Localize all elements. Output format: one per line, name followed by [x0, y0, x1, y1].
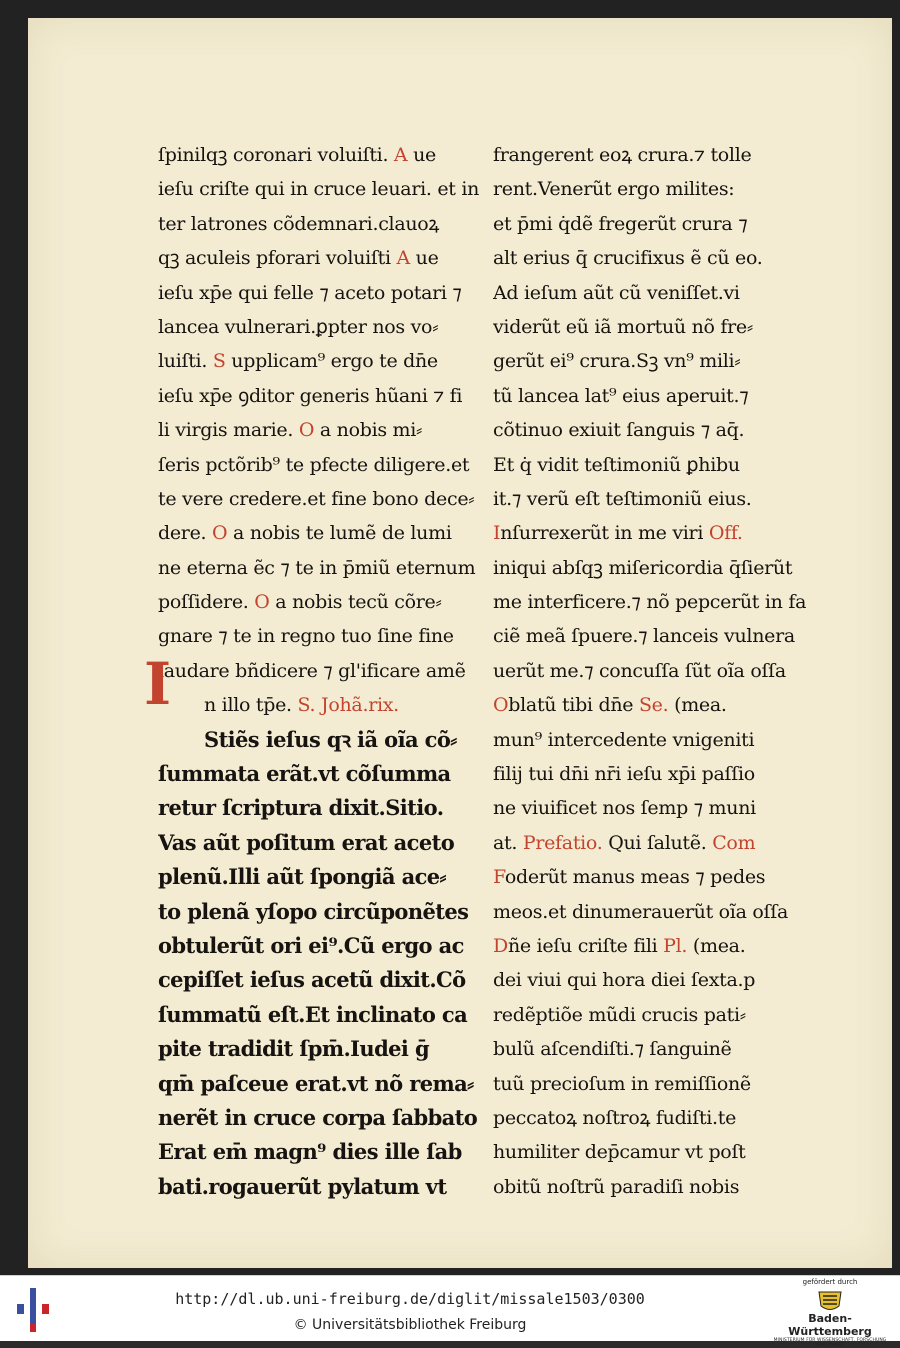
- sponsor-name: Baden-Württemberg: [788, 1312, 872, 1338]
- text-line: [158, 241, 488, 275]
- text-line: [158, 654, 488, 688]
- text-line: [493, 791, 823, 825]
- text-line: [158, 172, 488, 206]
- text-line: [493, 482, 823, 516]
- line-text: poſſidere.: [158, 591, 249, 614]
- right-text-column: [493, 138, 823, 1204]
- line-text: ieſu xp̄e qui felle ⁊ aceto potari ⁊: [158, 281, 462, 304]
- line-text: obtulerũt ori ei⁹.Cũ ergo ac: [158, 932, 464, 958]
- line-text: ſpinilqꝫ coronari voluiſti.: [158, 144, 389, 166]
- text-line: [158, 826, 488, 860]
- manuscript-page: [28, 18, 892, 1268]
- text-line: [493, 413, 823, 447]
- text-line: [158, 379, 488, 413]
- text-line: [158, 482, 488, 516]
- text-line: [493, 207, 823, 241]
- state-crest-icon: [815, 1288, 845, 1314]
- text-line: [493, 516, 823, 550]
- text-line: [493, 998, 823, 1032]
- line-text: Vas aũt poſitum erat aceto: [158, 829, 455, 855]
- text-line: [158, 207, 488, 241]
- text-line: [158, 860, 488, 894]
- line-text: Erat em̄ magn⁹ dies ille ſab: [158, 1139, 462, 1165]
- rubric-initial: A: [390, 247, 410, 270]
- line-text: ne viuificet nos ſemp ⁊ muni: [493, 797, 756, 820]
- line-text: Ad ieſum aũt cũ veniſſet.vi: [493, 281, 740, 304]
- text-line: [158, 1135, 488, 1169]
- rubric-text: Pl.: [657, 934, 688, 957]
- text-line: [158, 688, 488, 722]
- rubric-text: Com: [706, 831, 756, 854]
- text-line: [158, 963, 488, 997]
- line-text: upplicam⁹ ergo te dn̄e: [225, 350, 438, 373]
- left-text-column: [144, 138, 488, 1204]
- text-line: [158, 895, 488, 929]
- text-line: [158, 929, 488, 963]
- copyright-text: © Universitätsbibliothek Freiburg: [293, 1317, 527, 1333]
- text-line: [493, 1032, 823, 1066]
- text-line: [493, 585, 823, 619]
- rubric-initial: O: [293, 419, 315, 442]
- text-line: [158, 791, 488, 825]
- line-text: tuũ precioſum in remiſſionẽ: [493, 1072, 751, 1095]
- line-text: uerũt me.⁊ concuſſa ſũt oĩa oſſa: [493, 659, 786, 682]
- rubric-text: Se.: [633, 694, 669, 717]
- line-text: qꝫ aculeis pforari voluiſti: [158, 247, 391, 270]
- text-line: [158, 1170, 488, 1204]
- line-text: rent.Venerũt ergo milites:: [493, 178, 735, 201]
- viewer-footer: [0, 1275, 900, 1348]
- rubric-initial: O: [248, 591, 270, 614]
- line-text: peccatoꝝ noſtroꝝ fudiſti.te: [493, 1106, 737, 1129]
- text-line: [158, 310, 488, 344]
- line-text: me interficere.⁊ nõ pepcerũt in fa: [493, 591, 807, 614]
- line-text: mun⁹ intercedente vnigeniti: [493, 728, 755, 751]
- line-text: Stiẽs ieſus qꝛ iã oĩa cõ⸗: [204, 726, 457, 752]
- text-line: [493, 551, 823, 585]
- text-line: [158, 448, 488, 482]
- line-text: humiliter dep̄camur vt poſt: [493, 1141, 746, 1164]
- line-text: iniqui abſqꝫ miſericordia q̄ſierũt: [493, 556, 793, 579]
- line-text: frangerent eoꝝ crura.⁊ tolle: [493, 144, 752, 166]
- text-line: [493, 344, 823, 378]
- line-text: a nobis tecũ cõre⸗: [269, 591, 442, 614]
- text-line: [493, 619, 823, 653]
- text-line: [493, 963, 823, 997]
- text-line: [158, 551, 488, 585]
- line-text: dei viui qui hora diei ſexta.p: [493, 969, 756, 992]
- line-text: ue: [409, 247, 439, 270]
- rubric-initial: O: [493, 694, 509, 717]
- line-text: blatũ tibi dn̄e: [508, 694, 634, 717]
- line-text: cõtinuo exiuit ſanguis ⁊ aq̄.: [493, 419, 745, 442]
- rubric-initial: A: [388, 144, 408, 166]
- text-line: [493, 172, 823, 206]
- line-text: qm̄ paſceue erat.vt nõ rema⸗: [158, 1070, 474, 1096]
- line-text: ciẽ meã ſpuere.⁊ lanceis vulnera: [493, 625, 795, 648]
- text-line: [158, 585, 488, 619]
- sponsor-ministry: MINISTERIUM FÜR WISSENSCHAFT, FORSCHUNG UND KUNST: [773, 1338, 887, 1348]
- text-line: [493, 1067, 823, 1101]
- line-text: viderũt eũ iã mortuũ nõ fre⸗: [493, 315, 753, 338]
- line-text: et p̄mi q̇dẽ fregerũt crura ⁊: [493, 212, 748, 235]
- text-line: [158, 619, 488, 653]
- line-text: alt erius q̄ crucifixus ẽ cũ eo.: [493, 247, 763, 270]
- line-text: lancea vulnerari.ꝑpter nos vo⸗: [158, 315, 439, 338]
- line-text: (mea.: [687, 934, 746, 957]
- line-text: redẽptiõe mũdi crucis pati⸗: [493, 1003, 746, 1026]
- line-text: ſeris pctõrib⁹ te pfecte diligere.et: [158, 453, 470, 476]
- line-text: ieſu criſte qui in cruce leuari. et in: [158, 178, 480, 201]
- line-text: ieſu xp̄e ꝯditor generis hũani ⁊ fi: [158, 384, 463, 407]
- text-line: [493, 860, 823, 894]
- text-line: [158, 1067, 488, 1101]
- line-text: obitũ noſtrũ paradiſi nobis: [493, 1175, 740, 1198]
- text-line: [493, 654, 823, 688]
- line-text: Et q̇ vidit teſtimoniũ ꝑhibu: [493, 453, 740, 476]
- rubric-initial: S. Johã.rix.: [291, 694, 399, 717]
- text-line: [493, 1101, 823, 1135]
- text-line: [493, 895, 823, 929]
- text-line: [493, 826, 823, 860]
- sponsor-block: [770, 1278, 890, 1348]
- line-text: oderũt manus meas ⁊ pedes: [504, 866, 766, 889]
- text-line: [158, 723, 488, 757]
- text-line: [493, 241, 823, 275]
- text-line: [158, 998, 488, 1032]
- line-text: bati.rogauerũt pylatum vt: [158, 1173, 447, 1199]
- rubric-text: Prefatio.: [517, 831, 603, 854]
- line-text: retur ſcriptura dixit.Sitio.: [158, 795, 444, 821]
- line-text: dere.: [158, 522, 207, 545]
- text-line: [158, 1101, 488, 1135]
- text-line: [493, 1170, 823, 1204]
- line-text: at.: [493, 831, 518, 854]
- text-line: [493, 688, 823, 722]
- text-line: [158, 344, 488, 378]
- line-text: gerũt ei⁹ crura.Sꝫ vn⁹ mili⸗: [493, 350, 741, 373]
- text-line: [493, 448, 823, 482]
- rubric-initial: F: [493, 866, 505, 889]
- text-line: [158, 138, 488, 172]
- permalink-url[interactable]: http://dl.ub.uni-freiburg.de/diglit/missale1503/0300: [175, 1290, 645, 1308]
- text-line: [493, 757, 823, 791]
- line-text: ſummata erãt.vt cõſumma: [158, 761, 451, 787]
- line-text: li virgis marie.: [158, 419, 294, 442]
- line-text: gnare ⁊ te in regno tuo ſine fine: [158, 625, 454, 648]
- rubric-initial: D: [493, 934, 508, 957]
- decorated-initial: I: [144, 650, 172, 718]
- line-text: luiſti.: [158, 350, 208, 373]
- text-line: [158, 1032, 488, 1066]
- line-text: ne eterna ẽc ⁊ te in p̄miũ eternum: [158, 556, 476, 579]
- line-text: tũ lancea lat⁹ eius aperuit.⁊: [493, 384, 749, 407]
- line-text: a nobis mi⸗: [314, 419, 423, 442]
- line-text: to plenã yſopo circũponẽtes: [158, 898, 469, 924]
- line-text: n illo tp̄e.: [204, 694, 292, 717]
- text-line: [493, 138, 823, 172]
- sponsor-caption: gefördert durch: [802, 1278, 858, 1286]
- line-text: ter latrones cõdemnari.clauoꝝ: [158, 212, 440, 235]
- line-text: plenũ.Illi aũt ſpongiã ace⸗: [158, 864, 446, 890]
- line-text: cepiſſet ieſus acetũ dixit.Cõ: [158, 967, 466, 993]
- text-line: [493, 310, 823, 344]
- rubric-text: Off.: [703, 522, 743, 545]
- rubric-initial: S: [207, 350, 226, 373]
- text-line: [493, 929, 823, 963]
- text-line: [158, 276, 488, 310]
- text-line: [493, 723, 823, 757]
- line-text: Qui ſalutẽ.: [602, 831, 707, 854]
- line-text: ſummatũ eſt.Et inclinato ca: [158, 1001, 468, 1027]
- line-text: te vere credere.et fine bono dece⸗: [158, 487, 475, 510]
- rubric-initial: I: [493, 522, 501, 545]
- line-text: (mea.: [668, 694, 727, 717]
- text-line: [493, 379, 823, 413]
- line-text: filij tui dn̄i nr̄i ieſu xp̄i paſſio: [493, 763, 755, 786]
- text-line: [493, 276, 823, 310]
- rubric-initial: O: [206, 522, 228, 545]
- line-text: bulũ aſcendiſti.⁊ ſanguinẽ: [493, 1038, 732, 1061]
- line-text: ñe ieſu criſte fili: [507, 934, 658, 957]
- line-text: ue: [407, 144, 436, 166]
- text-line: [493, 1135, 823, 1169]
- text-line: [158, 757, 488, 791]
- line-text: nſurrexerũt in me viri: [500, 522, 704, 545]
- line-text: laudare bñdicere ⁊ gl'ificare amẽ: [158, 659, 466, 682]
- line-text: it.⁊ verũ eſt teſtimoniũ eius.: [493, 487, 752, 510]
- text-line: [158, 413, 488, 447]
- line-text: pite tradidit ſpm̄.Iudei ḡ: [158, 1036, 430, 1062]
- line-text: meos.et dinumerauerũt oĩa oſſa: [493, 900, 788, 923]
- line-text: a nobis te lumẽ de lumi: [227, 522, 452, 545]
- text-line: [158, 516, 488, 550]
- line-text: nerẽt in cruce corpa ſabbato: [158, 1104, 478, 1130]
